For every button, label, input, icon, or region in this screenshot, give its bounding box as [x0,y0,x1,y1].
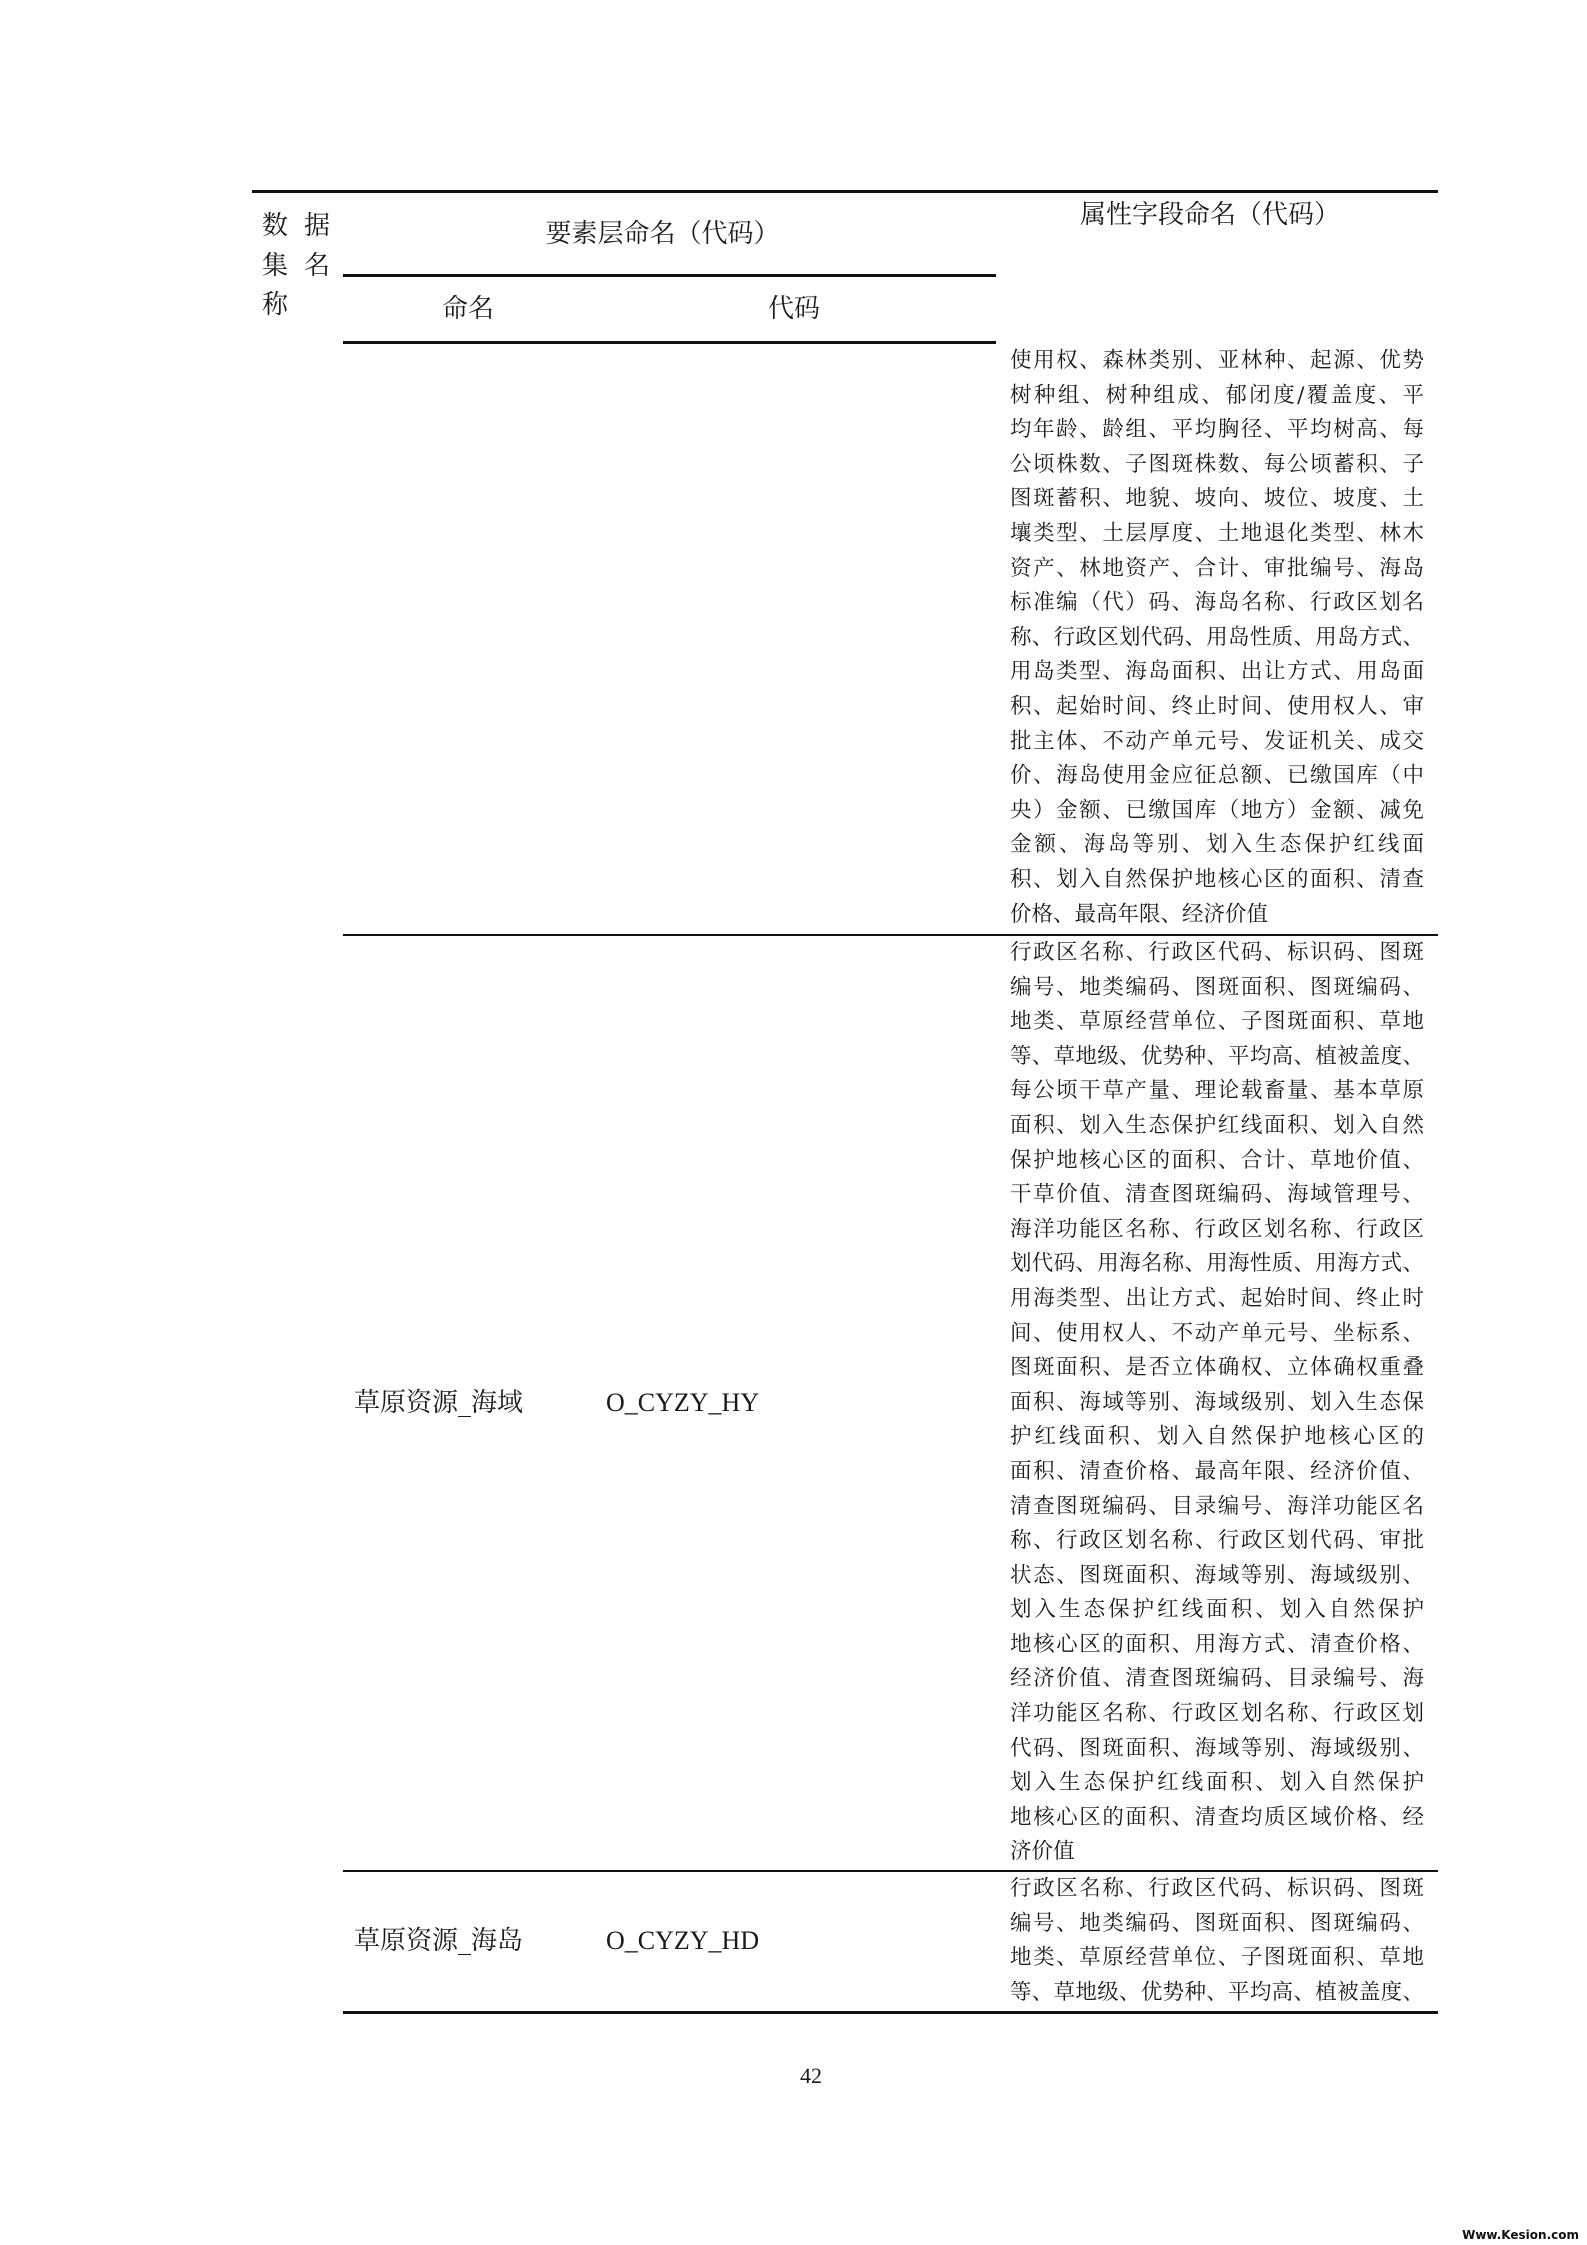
attribute-text-line: 洋功能区名称、行政区划名称、行政区划 [1010,1701,1424,1727]
attribute-text-line: 代码、图斑面积、海域等别、海域级别、 [1010,1735,1424,1761]
attribute-text-line: 公顷株数、子图斑株数、每公顷蓄积、子 [1010,451,1424,477]
attribute-text-line: 间、使用权人、不动产单元号、坐标系、 [1010,1320,1424,1346]
attribute-text-line: 面积、划入生态保护红线面积、划入自然 [1010,1112,1424,1138]
watermark: Www.Kesion.com [1462,2228,1579,2242]
attribute-text-line: 地类、草原经营单位、子图斑面积、草地 [1010,1009,1424,1035]
attribute-fields-cell [1010,936,1424,1870]
attribute-text-line: 积、划入自然保护地核心区的面积、清查 [1010,866,1424,892]
attribute-field-header: 属性字段命名（代码） [1079,200,1340,230]
attribute-text-line: 济价值 [1010,1839,1075,1865]
feature-layer-header-rule [343,274,996,277]
attribute-text-line: 等、草地级、优势种、平均高、植被盖度、 [1010,1043,1424,1069]
table-bottom-rule [343,2011,1438,2014]
attribute-text-line: 用海类型、出让方式、起始时间、终止时 [1010,1285,1424,1311]
dataset-name-header [262,207,330,326]
name-column-header: 命名 [441,294,494,324]
attribute-text-line: 划入生态保护红线面积、划入自然保护 [1010,1597,1424,1623]
attribute-text-line: 称、行政区划名称、行政区划代码、审批 [1010,1528,1424,1554]
dataset-name-header-line: 集名 [262,250,330,281]
attribute-text-line: 海洋功能区名称、行政区划名称、行政区 [1010,1216,1424,1242]
layer-code-cell: O_CYZY_HD [606,1926,760,1955]
attribute-text-line: 划代码、用海名称、用海性质、用海方式、 [1010,1251,1424,1277]
attribute-text-line: 价格、最高年限、经济价值 [1010,901,1269,927]
attribute-text-line: 等、草地级、优势种、平均高、植被盖度、 [1010,1979,1424,2005]
attribute-text-line: 行政区名称、行政区代码、标识码、图斑 [1010,1876,1424,1901]
attribute-text-line: 标准编（代）码、海岛名称、行政区划名 [1010,590,1424,616]
attribute-text-line: 批主体、不动产单元号、发证机关、成交 [1010,728,1424,754]
attribute-text-line: 壤类型、土层厚度、土地退化类型、林木 [1010,520,1424,546]
subheader-rule [343,341,996,344]
attribute-text-line: 图斑蓄积、地貌、坡向、坡位、坡度、土 [1010,486,1424,512]
attribute-text-line: 均年龄、龄组、平均胸径、平均树高、每 [1010,417,1424,443]
attribute-text-line: 资产、林地资产、合计、审批编号、海岛 [1010,555,1424,581]
attribute-text-line: 每公顷干草产量、理论载畜量、基本草原 [1010,1078,1424,1104]
dataset-name-header-line: 称 [262,290,289,320]
attribute-text-line: 图斑面积、是否立体确权、立体确权重叠 [1010,1355,1424,1381]
attribute-text-line: 称、行政区划代码、用岛性质、用岛方式、 [1010,624,1424,650]
attribute-text-line: 积、起始时间、终止时间、使用权人、审 [1010,693,1424,719]
attribute-text-line: 保护地核心区的面积、合计、草地价值、 [1010,1147,1424,1173]
page-number: 42 [800,2063,822,2088]
attribute-text-line: 价、海岛使用金应征总额、已缴国库（中 [1010,763,1424,789]
attribute-text-line: 编号、地类编码、图斑面积、图斑编码、 [1010,974,1424,1000]
layer-name-cell: 草原资源_海岛 [354,1926,524,1956]
attribute-text-line: 编号、地类编码、图斑面积、图斑编码、 [1010,1910,1424,1936]
attribute-fields-cell [1010,1872,1424,2010]
attribute-text-line: 经济价值、清查图斑编码、目录编号、海 [1010,1666,1424,1692]
attribute-text-line: 地类、草原经营单位、子图斑面积、草地 [1010,1945,1424,1971]
attribute-text-line: 行政区名称、行政区代码、标识码、图斑 [1010,940,1424,965]
code-column-header: 代码 [767,294,820,324]
table-top-rule [252,190,1438,193]
attribute-text-line: 地核心区的面积、用海方式、清查价格、 [1010,1631,1424,1657]
attribute-text-line: 金额、海岛等别、划入生态保护红线面 [1010,832,1424,858]
attribute-text-line: 地核心区的面积、清查均质区域价格、经 [1010,1804,1424,1830]
attribute-text-line: 清查图斑编码、目录编号、海洋功能区名 [1010,1493,1424,1519]
dataset-name-header-line: 数据 [262,211,330,241]
feature-layer-header: 要素层命名（代码） [545,219,780,249]
attribute-text-line: 面积、海域等别、海域级别、划入生态保 [1010,1389,1424,1415]
attribute-text-line: 护红线面积、划入自然保护地核心区的 [1010,1424,1424,1450]
attribute-text-line: 用岛类型、海岛面积、出让方式、用岛面 [1010,659,1424,685]
attribute-text-line: 使用权、森林类别、亚林种、起源、优势 [1010,348,1424,373]
attribute-text-line: 面积、清查价格、最高年限、经济价值、 [1010,1458,1424,1484]
attribute-fields-cell [1010,344,1424,932]
attribute-text-line: 树种组、树种组成、郁闭度/覆盖度、平 [1010,382,1424,408]
attribute-text-line: 状态、图斑面积、海域等别、海域级别、 [1010,1562,1424,1588]
layer-name-cell: 草原资源_海域 [354,1388,524,1418]
attribute-text-line: 划入生态保护红线面积、划入自然保护 [1010,1770,1424,1796]
layer-code-cell: O_CYZY_HY [606,1388,760,1417]
attribute-text-line: 干草价值、清查图斑编码、海域管理号、 [1010,1182,1424,1208]
attribute-text-line: 央）金额、已缴国库（地方）金额、减免 [1010,797,1424,823]
